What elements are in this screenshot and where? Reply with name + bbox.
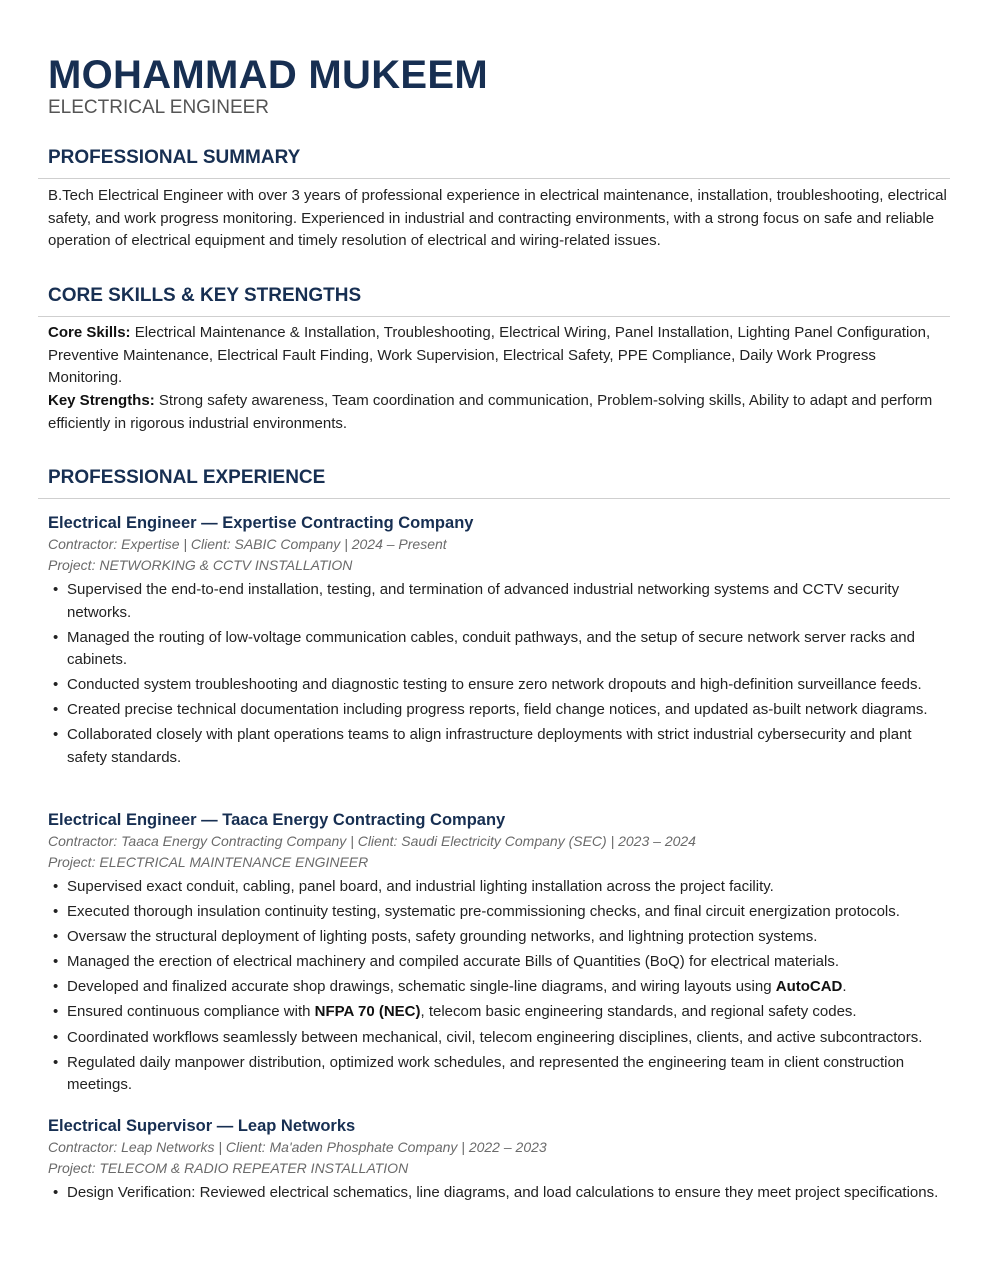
job-project: Project: NETWORKING & CCTV INSTALLATION [48, 556, 353, 573]
bullet-text: Design Verification: Reviewed electrical schematics, line diagrams, and load calculations to ensure they meet project specifications. [67, 1184, 939, 1201]
job-bullet-list [48, 1182, 948, 1205]
job-title: Electrical Supervisor — Leap Networks [48, 1117, 356, 1135]
job-bullet-list [48, 876, 948, 1097]
job-bullet [48, 674, 948, 697]
job-bullet [48, 579, 948, 624]
bullet-text: . [842, 978, 847, 996]
bullet-text: Executed thorough insulation continuity testing, systematic pre-commissioning checks, and final circuit energization protocols. [67, 903, 900, 921]
job-bullet [48, 1027, 948, 1050]
job-bullet [48, 1052, 948, 1097]
job-meta: Contractor: Taaca Energy Contracting Company | Client: Saudi Electricity Company (SEC) | 2023 – 2024 [48, 833, 696, 849]
job-project: Project: ELECTRICAL MAINTENANCE ENGINEER [48, 853, 369, 870]
bullet-text: Collaborated closely with plant operations teams to align infrastructure deployments with strict industrial cybersecurity and plant safety standards. [67, 726, 912, 766]
job-meta: Contractor: Leap Networks | Client: Ma'aden Phosphate Company | 2022 – 2023 [48, 1139, 547, 1155]
bullet-text: Managed the erection of electrical machinery and compiled accurate Bills of Quantities (BoQ) for electrical materials. [67, 953, 840, 971]
bullet-text: Supervised the end-to-end installation, testing, and termination of advanced industrial networking systems and CCTV security networks. [67, 581, 900, 621]
job-bullet [48, 901, 948, 924]
job-entry [48, 512, 948, 772]
job-title: Electrical Engineer — Expertise Contracting Company [48, 514, 474, 532]
core-skills-text: Electrical Maintenance & Installation, Troubleshooting, Electrical Wiring, Panel Installation, Lighting Panel Configuration, Preventive Maintenance, Electrical Fault Finding, Work Supervision, Electrical Safety, PPE Compliance, Daily Work Progress Monitoring. [48, 324, 931, 387]
bullet-text: Oversaw the structural deployment of lighting posts, safety grounding networks, and lightning protection systems. [67, 928, 818, 946]
section-title-summary: PROFESSIONAL SUMMARY [48, 147, 301, 168]
job-title: Electrical Engineer — Taaca Energy Contracting Company [48, 811, 506, 829]
key-strengths-paragraph [48, 390, 948, 435]
section-divider [38, 178, 950, 179]
candidate-name: MOHAMMAD MUKEEM [48, 53, 489, 97]
bullet-text: Created precise technical documentation including progress reports, field change notices, and updated as-built network diagrams. [67, 701, 928, 719]
job-entry [48, 809, 948, 1099]
job-meta: Contractor: Expertise | Client: SABIC Company | 2024 – Present [48, 536, 447, 552]
key-strengths-text: Strong safety awareness, Team coordination and communication, Problem-solving skills, Ability to adapt and perform efficiently in rigorous industrial environments. [48, 392, 933, 432]
section-title-skills: CORE SKILLS & KEY STRENGTHS [48, 285, 362, 306]
job-bullet [48, 699, 948, 722]
bullet-text: Developed and finalized accurate shop drawings, schematic single-line diagrams, and wiring layouts using [67, 978, 776, 996]
bullet-text: Regulated daily manpower distribution, optimized work schedules, and represented the engineering team in client construction meetings. [67, 1053, 905, 1094]
core-skills-paragraph [48, 322, 948, 390]
job-bullet-list [48, 579, 948, 769]
summary-text: B.Tech Electrical Engineer with over 3 years of professional experience in electrical maintenance, installation, troubleshooting, electrical safety, and work progress monitoring. Experienced in industrial and contracting environments, with a strong focus on safe and reliable operation of electrical equipment and timely resolution of electrical and wiring-related issues. [48, 187, 947, 250]
job-bullet [48, 1001, 948, 1024]
job-bullet [48, 627, 948, 672]
bullet-emphasis: AutoCAD [775, 978, 843, 996]
key-strengths-label: Key Strengths: [48, 392, 155, 409]
job-bullet [48, 976, 948, 999]
section-title-experience: PROFESSIONAL EXPERIENCE [48, 467, 326, 488]
job-bullet [48, 926, 948, 949]
section-divider [38, 498, 950, 499]
job-entry [48, 1115, 948, 1207]
job-bullet [48, 724, 948, 769]
section-divider [38, 316, 950, 317]
bullet-text: Conducted system troubleshooting and diagnostic testing to ensure zero network dropouts and high-definition surveillance feeds. [67, 676, 922, 694]
bullet-text: Supervised exact conduit, cabling, panel board, and industrial lighting installation across the project facility. [67, 878, 774, 895]
candidate-role: ELECTRICAL ENGINEER [48, 97, 270, 118]
bullet-text: , telecom basic engineering standards, and regional safety codes. [420, 1003, 857, 1021]
bullet-emphasis: NFPA 70 (NEC) [314, 1003, 421, 1021]
bullet-text: Ensured continuous compliance with [67, 1003, 315, 1021]
bullet-text: Managed the routing of low-voltage communication cables, conduit pathways, and the setup of secure network server racks and cabinets. [67, 628, 915, 669]
job-bullet [48, 951, 948, 974]
job-bullet [48, 876, 948, 899]
core-skills-label: Core Skills: [48, 324, 131, 341]
bullet-text: Coordinated workflows seamlessly between mechanical, civil, telecom engineering disciplines, clients, and active subcontractors. [67, 1028, 923, 1046]
job-bullet [48, 1182, 948, 1205]
job-project: Project: TELECOM & RADIO REPEATER INSTALLATION [48, 1159, 409, 1176]
